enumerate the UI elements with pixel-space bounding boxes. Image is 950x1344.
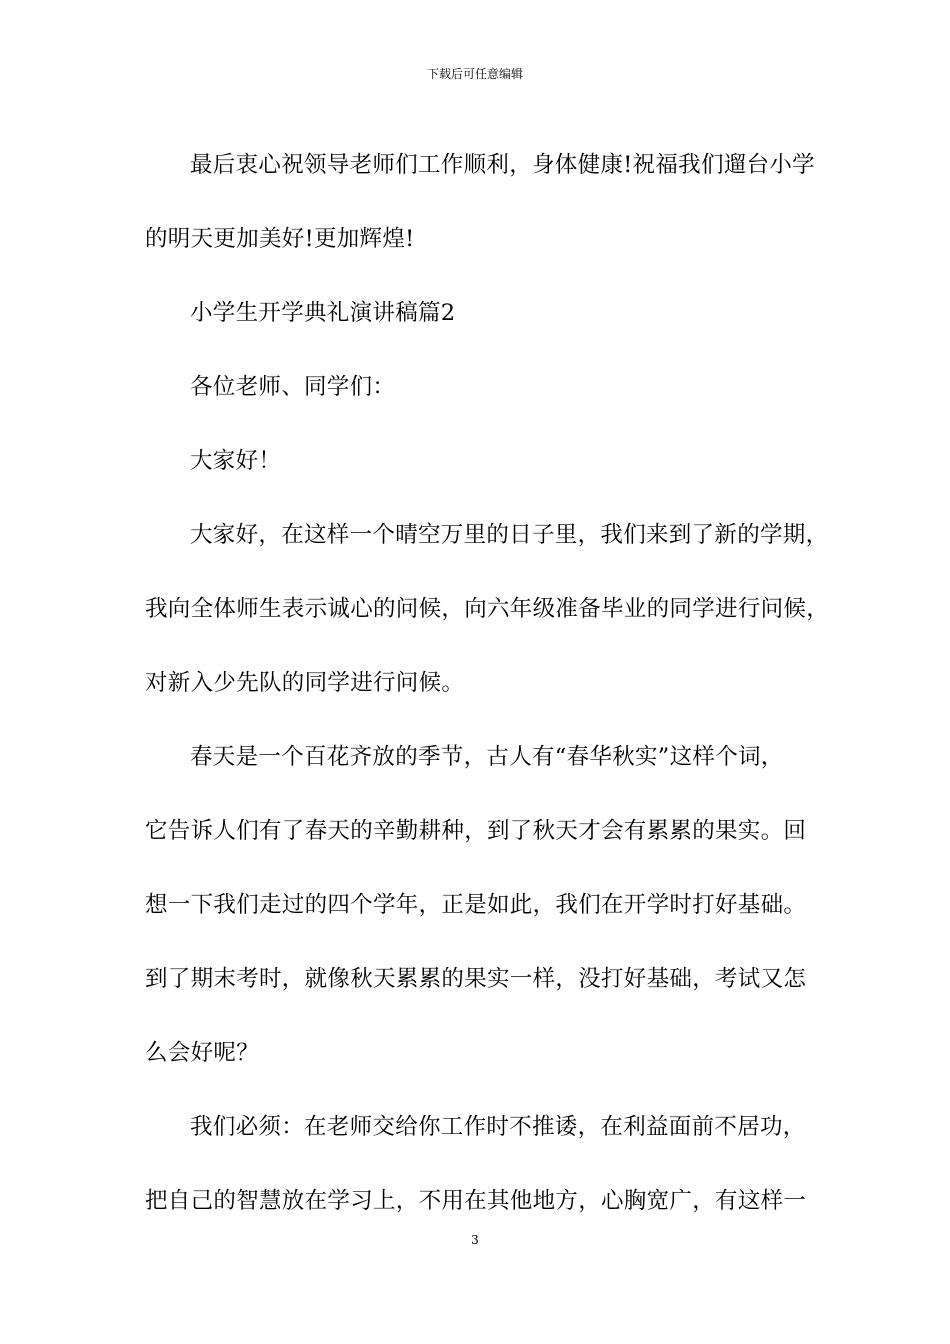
text-line: 大家好，在这样一个晴空万里的日子里，我们来到了新的学期，: [190, 522, 829, 548]
text-line: 想一下我们走过的四个学年，正是如此，我们在开学时打好基础。: [145, 892, 807, 918]
page-number: 3: [471, 1233, 479, 1247]
salutation: 各位老师、同学们：: [190, 374, 396, 400]
text-line: 的明天更加美好!更加辉煌!: [145, 226, 415, 252]
text-line: 最后衷心祝领导老师们工作顺利，身体健康!祝福我们遛台小学: [190, 152, 815, 178]
text-line: 我们必须：在老师交给你工作时不推诿，在利益面前不居功，: [190, 1114, 806, 1140]
text-line: 么会好呢？: [145, 1040, 260, 1066]
text-line: 春天是一个百花齐放的季节，古人有“春华秋实”这样个词，: [190, 744, 784, 770]
text-line: 我向全体师生表示诚心的问候，向六年级准备毕业的同学进行问候，: [145, 596, 830, 622]
text-line: 到了期末考时，就像秋天累累的果实一样，没打好基础，考试又怎: [145, 966, 807, 992]
greeting: 大家好！: [190, 448, 282, 474]
document-body: [145, 128, 830, 1238]
text-line: 把自己的智慧放在学习上，不用在其他地方，心胸宽广，有这样一: [145, 1188, 807, 1214]
text-line: 对新入少先队的同学进行问候。: [145, 670, 465, 696]
page-header: 下载后可任意编辑: [426, 67, 523, 81]
text-line: 它告诉人们有了春天的辛勤耕种，到了秋天才会有累累的果实。回: [145, 818, 807, 844]
section-heading: 小学生开学典礼演讲稿篇2: [190, 300, 456, 326]
